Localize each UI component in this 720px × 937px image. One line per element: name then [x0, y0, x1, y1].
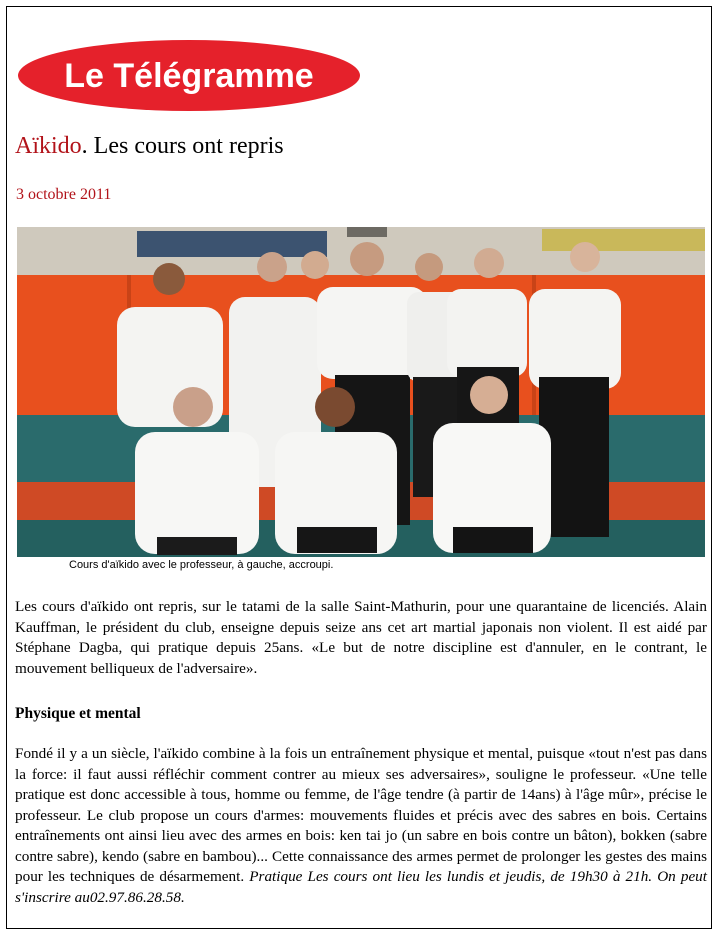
paragraph-main-text: Fondé il y a un siècle, l'aïkido combine à la fois un entraînement physique et mental, puisque «tout n'est pas dans la force: il faut aussi réfléchir comment contrer au mieux ses adversaires», souligne le professeur. «Une telle pratique est donc accessible à tous, homme ou femme, de l'âge tendre (à partir de 14ans) à l'âge mûr», précise le professeur. Le club propose un cours d'armes: mouvements fluides et précis avec des sabres en bois. Certains entraînements ont ainsi lieu avec des armes en bois: ken tai jo (un sabre en bois contre un bâton), bokken (sabre contre sabre), kendo (sabre en bambou)... Cette connaissance des armes permet de prolonger les gestes des mains pour les techniques de désarmement. — [15, 745, 707, 885]
article-date: 3 octobre 2011 — [16, 186, 112, 203]
paragraph-main — [15, 744, 707, 908]
kneeling-group — [135, 376, 551, 555]
paragraph-intro: Les cours d'aïkido ont repris, sur le tatami de la salle Saint-Mathurin, pour une quarantaine de licenciés. Alain Kauffman, le président du club, enseigne depuis seize ans cet art martial japonais non violent. Il est aidé par Stéphane Dagba, qui pratique depuis 25ans. «Le but de notre discipline est d'annuler, en le contrant, le mouvement belliqueux de l'adversaire». — [15, 598, 707, 677]
practical-info: Pratique Les cours ont lieu les lundis et jeudis, de 19h30 à 21h. On peut s'inscrire au02.97.86.28.58. — [15, 868, 707, 906]
photo-caption: Cours d'aïkido avec le professeur, à gauche, accroupi. — [69, 559, 334, 571]
subheading: Physique et mental — [15, 705, 141, 722]
le-telegramme-logo — [17, 39, 361, 112]
headline-title: Les cours ont repris — [93, 133, 284, 159]
article-headline — [15, 133, 284, 160]
headline-separator: . — [81, 133, 94, 159]
article-photo — [17, 227, 705, 557]
headline-kicker: Aïkido — [15, 133, 82, 159]
logo-wordmark: Le Télégramme — [64, 57, 314, 95]
